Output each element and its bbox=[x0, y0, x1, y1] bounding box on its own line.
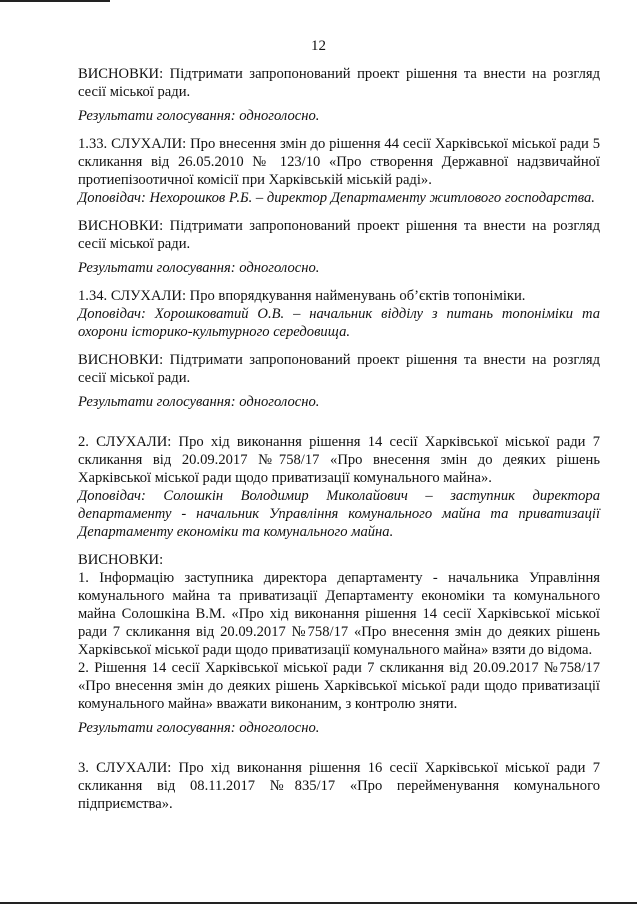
document-body bbox=[78, 65, 600, 813]
heard-item-3: 3. СЛУХАЛИ: Про хід виконання рішення 16 сесії Харківської міської ради 7 скликання від 08.11.2017 №835/17 «Про перейменування комунального підприємства». bbox=[78, 760, 600, 812]
bottom-rule bbox=[0, 902, 637, 904]
conclusion-item-2: 2. Рішення 14 сесії Харківської міської ради 7 скликання від 20.09.2017 №758/17 «Про внесення змін до деяких рішень Харківської міської ради щодо приватизації комунального майна» вважати виконаним, з контролю зняти. bbox=[78, 660, 600, 712]
conclusions-heading: ВИСНОВКИ: bbox=[78, 552, 164, 568]
page-number: 12 bbox=[311, 38, 326, 54]
top-rule bbox=[0, 0, 110, 2]
vote-result: Результати голосування: одноголосно. bbox=[78, 394, 320, 410]
conclusion-paragraph: ВИСНОВКИ: Підтримати запропонований проект рішення та внести на розгляд сесії міської ради. bbox=[78, 66, 600, 100]
vote-result: Результати голосування: одноголосно. bbox=[78, 108, 320, 124]
heard-item-1-34: 1.34. СЛУХАЛИ: Про впорядкування найменувань об’єктів топоніміки. bbox=[78, 288, 526, 304]
conclusion-item-1: 1. Інформацію заступника директора департаменту - начальника Управління комунального майна та приватизації Департаменту економіки та комунального майна Солошкіна В.М. «Про хід виконання рішення 14 сесії Харківської міської ради 7 скликання від 20.09.2017 №758/17 «Про внесення змін до деяких рішень Харківської міської ради щодо приватизації комунального майна» взяти до відома. bbox=[78, 570, 600, 658]
conclusion-paragraph: ВИСНОВКИ: Підтримати запропонований проект рішення та внести на розгляд сесії міської ради. bbox=[78, 352, 600, 386]
speaker-2: Доповідач: Солошкін Володимир Миколайович – заступник директора департаменту - начальник Управління комунального майна та приватизації Департаменту економіки та комунального майна. bbox=[78, 488, 600, 540]
heard-item-1-33: 1.33. СЛУХАЛИ: Про внесення змін до рішення 44 сесії Харківської міської ради 5 скликання від 26.05.2010 № 123/10 «Про створення Державної надзвичайної протиепізоотичної комісії при Харківській міській раді». bbox=[78, 136, 600, 188]
vote-result: Результати голосування: одноголосно. bbox=[78, 720, 320, 736]
conclusion-paragraph: ВИСНОВКИ: Підтримати запропонований проект рішення та внести на розгляд сесії міської ради. bbox=[78, 218, 600, 252]
speaker-1-33: Доповідач: Нехорошков Р.Б. – директор Департаменту житлового господарства. bbox=[78, 190, 595, 206]
vote-result: Результати голосування: одноголосно. bbox=[78, 260, 320, 276]
speaker-1-34: Доповідач: Хорошковатий О.В. – начальник відділу з питань топоніміки та охорони історико-культурного середовища. bbox=[78, 306, 600, 340]
heard-item-2: 2. СЛУХАЛИ: Про хід виконання рішення 14 сесії Харківської міської ради 7 скликання від 20.09.2017 №758/17 «Про внесення змін до деяких рішень Харківської міської ради щодо приватизації комунального майна». bbox=[78, 434, 600, 486]
